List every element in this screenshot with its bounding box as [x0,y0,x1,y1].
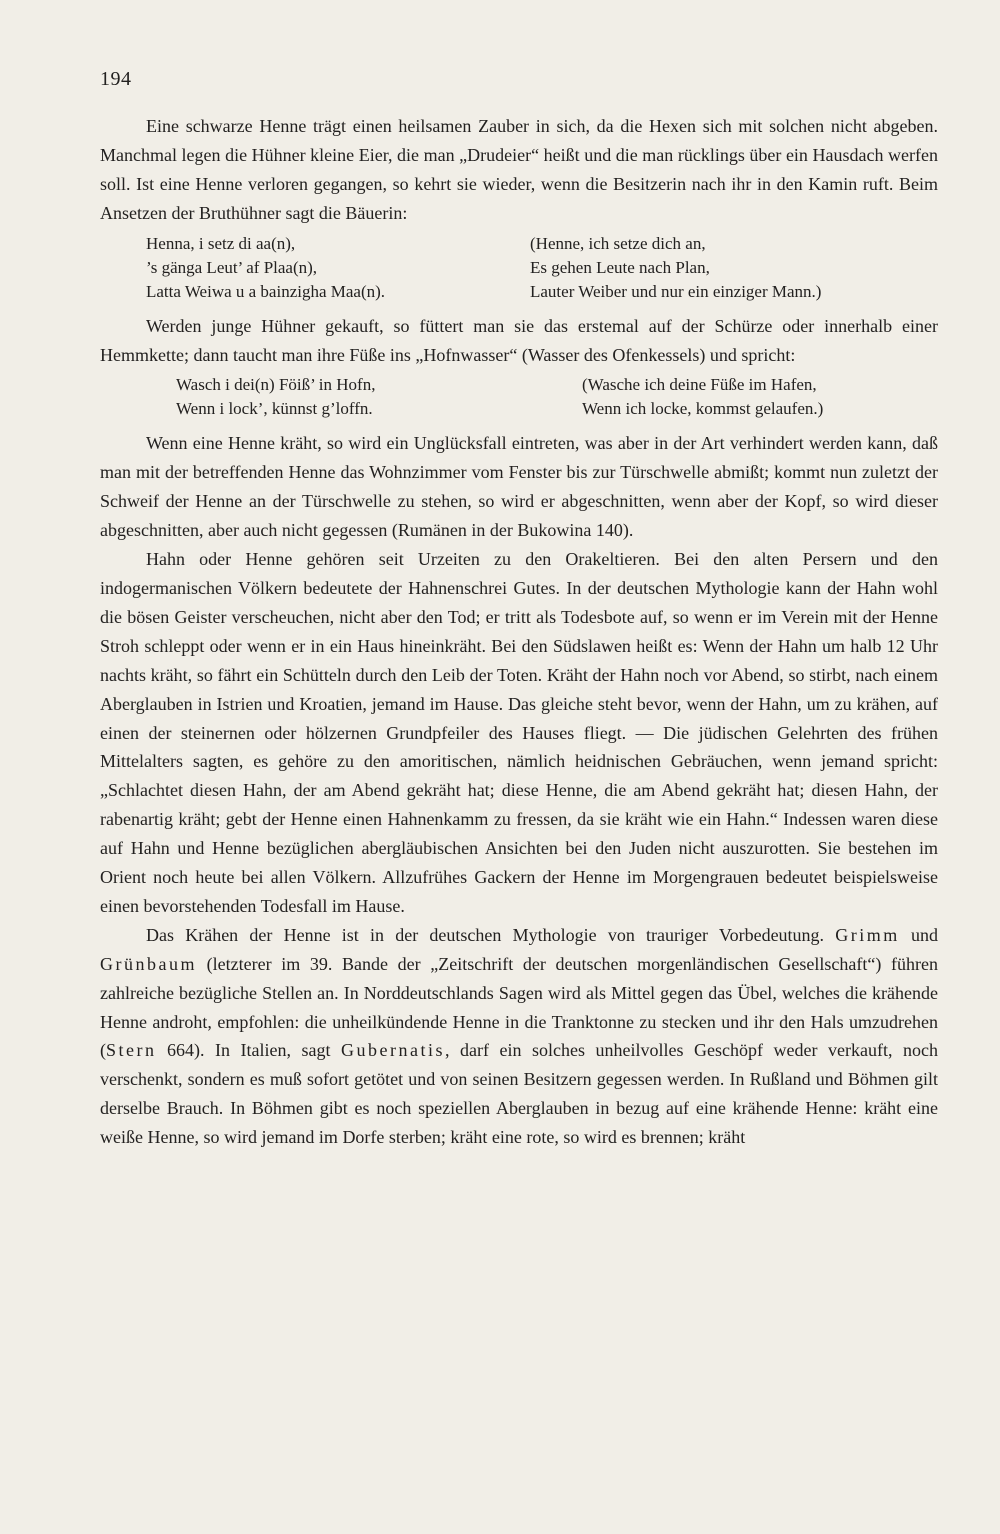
author-gubernatis: Gubernatis [341,1040,446,1061]
paragraph-5-mid-1: (letzterer im 39. Bande der „Zeitschrift der deutschen morgenländischen Gesellschaft“) führen zahlreiche bezügliche Stellen an. In Norddeutschlands Sagen wird als Mittel gegen das Übel, welches die krähende Henne androht, empfohlen: die unheilkündende Henne in die Tranktonne zu stecken und ihr den Hals umzudrehen ( [100,953,938,1061]
body-text [100,112,938,1152]
author-grimm: Grimm [835,924,900,945]
verse-line: Wenn i lock’, künnst g’loffn. [176,399,373,419]
paragraph-3: Wenn eine Henne kräht, so wird ein Unglücksfall eintreten, was aber in der Art verhindert werden kann, daß man mit der betreffenden Henne das Wohnzimmer vom Fenster bis zur Türschwelle abmißt; kommt nun zuletzt der Schweif der Henne an der Türschwelle zu stehen, so wird er abgeschnitten, wenn aber der Kopf, so wird dieser abgeschnitten, aber auch nicht gegessen (Rumänen in der Bukowina 140). [100,433,938,541]
paragraph-5-start: Das Krähen der Henne ist in der deutschen Mythologie von trauriger Vorbedeutung. [146,924,825,945]
verse-dialect [176,373,558,421]
verse-line: Wenn ich locke, kommst gelaufen.) [582,399,824,419]
verse-line: Es gehen Leute nach Plan, [530,257,710,277]
verse-line: (Henne, ich setze dich an, [530,233,706,253]
paragraph-2: Werden junge Hühner gekauft, so füttert man sie das erstemal auf der Schürze oder innerhalb einer Hemmkette; dann taucht man ihre Füße ins „Hofnwasser“ (Wasser des Ofenkessels) und spricht: [100,315,938,365]
verse-block-1 [100,232,938,304]
paragraph-4: Hahn oder Henne gehören seit Urzeiten zu den Orakeltieren. Bei den alten Persern und den indogermanischen Völkern bedeutete der Hahnenschrei Gutes. In der deutschen Mythologie kann der Hahn wohl die bösen Geister verscheuchen, nicht aber den Tod; er tritt als Todesbote auf, so wenn er im Verein mit der Henne Stroh schleppt oder wenn er in ein Haus hineinkräht. Bei den Südslawen heißt es: Wenn der Hahn um halb 12 Uhr nachts kräht, so fährt ein Schütteln durch den Leib der Toten. Kräht der Hahn noch vor Abend, so stirbt, nach einem Aberglauben in Istrien und Kroatien, jemand im Hause. Das gleiche steht bevor, wenn der Hahn, um zu krähen, auf einen der steinernen oder hölzernen Grundpfeiler des Hauses fliegt. — Die jüdischen Gelehrten des frühen Mittelalters sagten, es gehöre zu den amoritischen, nämlich heidnischen Gebräuchen, wenn jemand spricht: „Schlachtet diesen Hahn, der am Abend gekräht hat; diese Henne, die am Abend gekräht hat; diesen Hahn, der rabenartig kräht; gebt der Henne einen Hahnenkamm zu fressen, da sie kräht wie ein Hahn.“ Indessen waren diese auf Hahn und Henne bezüglichen abergläubischen Ansichten bei den Juden nicht auszurotten. Sie bestehen im Orient noch heute bei allen Völkern. Allzufrühes Gackern der Henne im Morgengrauen bedeutet beispielsweise einen bevorstehenden Todesfall im Hause. [100,549,938,916]
paragraph-5-end: , darf ein solches unheilvolles Geschöpf weder verkauft, noch verschenkt, sondern es muß sofort getötet und von seinen Besitzern gegessen werden. In Rußland und Böhmen gilt derselbe Brauch. In Böhmen gibt es noch speziellen Aberglauben in bezug auf eine krähende Henne: kräht eine weiße Henne, so wird jemand im Dorfe sterben; kräht eine rote, so wird es brennen; kräht [100,1040,938,1148]
paragraph-1: Eine schwarze Henne trägt einen heilsamen Zauber in sich, da die Hexen sich mit solchen nicht abgeben. Manchmal legen die Hühner kleine Eier, die man „Drudeier“ heißt und die man rücklings über ein Hausdach werfen soll. Ist eine Henne verloren gegangen, so kehrt sie wieder, wenn die Besitzerin nach ihr in den Kamin ruft. Beim Ansetzen der Bruthühner sagt die Bäuerin: [100,116,938,223]
page-number: 194 [100,68,132,90]
verse-line: Latta Weiwa u a bainzigha Maa(n). [146,281,386,301]
paragraph-5-mid-2: 664). In Italien, sagt [156,1040,342,1061]
verse-translation [582,373,938,421]
paragraph-5 [100,921,938,1152]
verse-dialect [146,232,506,304]
verse-line: Wasch i dei(n) Föiß’ in Hofn, [176,375,376,395]
author-stern: Stern [106,1040,157,1061]
verse-line: Lauter Weiber und nur ein einziger Mann.) [530,281,822,301]
author-gruenbaum: Grünbaum [100,953,197,974]
verse-block-2 [100,373,938,421]
verse-translation [530,232,938,304]
text-und: und [899,924,938,945]
verse-line: Henna, i setz di aa(n), [146,233,296,253]
verse-line: ’s gänga Leut’ af Plaa(n), [146,257,318,277]
verse-line: (Wasche ich deine Füße im Hafen, [582,375,817,395]
